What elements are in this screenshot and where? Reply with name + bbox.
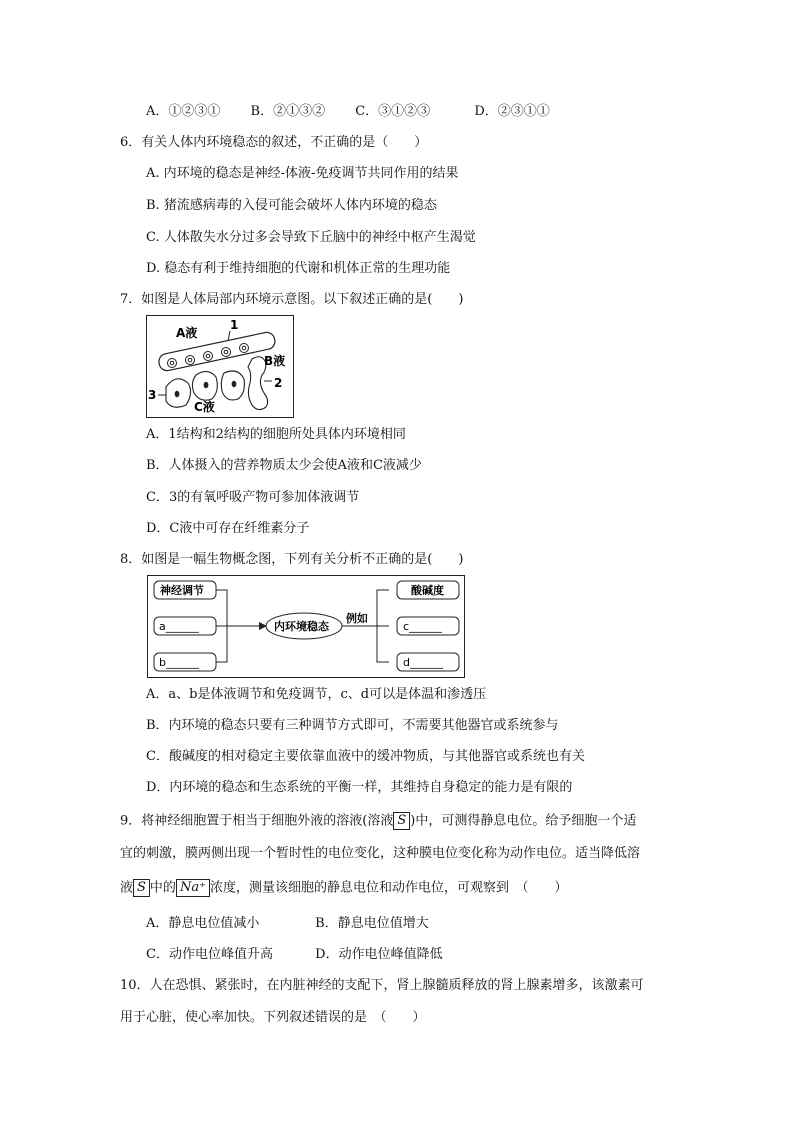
q9-options-row-1 [146, 915, 429, 933]
q9-option-c: C．动作电位峰值升高 [146, 947, 273, 962]
q8-option-d: D．内环境的稳态和生态系统的平衡一样，其维持自身稳定的能力是有限的 [146, 780, 573, 795]
label-b-liquid: B液 [264, 354, 286, 368]
q9-line3-text-c: 浓度，测量该细胞的静息电位和动作电位，可观察到 （ ） [209, 880, 568, 896]
q8-option-c: C．酸碱度的相对稳定主要依靠血液中的缓冲物质，与其他器官或系统也有关 [146, 749, 585, 764]
q8-option-b: B．内环境的稳态只要有三种调节方式即可，不需要其他器官或系统参与 [146, 718, 559, 733]
q7-stem: 7．如图是人体局部内环境示意图。以下叙述正确的是( ) [120, 292, 464, 307]
label-a-liquid: A液 [176, 326, 198, 340]
q9-line3-text-b: 中的 [149, 880, 176, 896]
q8-option-a: A．a、b是体液调节和免疫调节，c、d可以是体温和渗透压 [146, 687, 487, 702]
label-num-3: 3 [148, 388, 157, 402]
q9-line-2: 宜的刺激，膜两侧出现一个暂时性的电位变化，这种膜电位变化称为动作电位。适当降低溶 [120, 846, 641, 861]
q9-line-1 [120, 812, 636, 831]
q9-option-a: A．静息电位值减小 [146, 916, 260, 931]
text-d-blank: d______ [403, 656, 443, 669]
q5-option-a: A．①②③① [146, 104, 221, 119]
q7-option-c: C．3的有氧呼吸产物可参加体液调节 [146, 490, 360, 505]
q6-option-a: A. 内环境的稳态是神经-体液-免疫调节共同作用的结果 [146, 166, 459, 181]
text-a-blank: a______ [159, 620, 199, 633]
label-c-liquid: C液 [194, 400, 215, 414]
q8-concept-map [147, 575, 465, 678]
q10-line-2: 用于心脏，使心率加快。下列叙述错误的是 （ ） [120, 1010, 426, 1025]
label-num-2: 2 [274, 376, 283, 390]
q7-tissue-figure [146, 315, 294, 418]
q9-options-row-2 [146, 946, 443, 964]
q7-option-d: D．C液中可存在纤维素分子 [146, 521, 310, 536]
q6-option-c: C. 人体散失水分过多会导致下丘脑中的神经中枢产生渴觉 [146, 230, 476, 245]
q9-option-d: D．动作电位峰值降低 [315, 947, 443, 962]
q5-option-d: D．②③①① [474, 104, 550, 119]
q5-options [146, 103, 550, 121]
solution-s-symbol: S [393, 812, 410, 830]
q9-line3-text-a: 液 [120, 880, 134, 896]
q8-stem: 8．如图是一幅生物概念图，下列有关分析不正确的是( ) [120, 552, 464, 567]
text-b-blank: b______ [159, 656, 199, 669]
q7-option-a: A．1结构和2结构的细胞所处具体内环境相同 [146, 427, 406, 442]
q9-line-3 [120, 879, 567, 898]
q7-option-b: B．人体摄入的营养物质太少会使A液和C液减少 [146, 458, 422, 473]
text-example: 例如 [346, 612, 368, 625]
q10-line-1: 10．人在恐惧、紧张时，在内脏神经的支配下，肾上腺髓质释放的肾上腺素增多，该激素可 [120, 978, 644, 993]
q9-line1-text-a: 9．将神经细胞置于相当于细胞外液的溶液(溶液 [120, 813, 394, 829]
q9-option-b: B．静息电位值增大 [315, 916, 429, 931]
text-nerve-regulation: 神经调节 [160, 584, 204, 597]
q6-stem: 6．有关人体内环境稳态的叙述，不正确的是（ ） [120, 135, 428, 150]
q9-line1-text-b: )中，可测得静息电位。给予细胞一个适 [410, 813, 637, 829]
q5-option-c: C．③①②③ [355, 104, 431, 119]
text-center: 内环境稳态 [274, 620, 329, 633]
text-acidity: 酸碱度 [411, 584, 444, 597]
q6-option-d: D. 稳态有利于维持细胞的代谢和机体正常的生理功能 [146, 261, 451, 276]
q5-option-b: B．②①③② [250, 104, 326, 119]
sodium-ion-symbol: Na⁺ [176, 879, 210, 897]
label-num-1: 1 [230, 318, 239, 332]
text-c-blank: c______ [403, 620, 443, 633]
q6-option-b: B. 猪流感病毒的入侵可能会破坏人体内环境的稳态 [146, 198, 437, 213]
solution-s-symbol-2: S [133, 879, 150, 897]
